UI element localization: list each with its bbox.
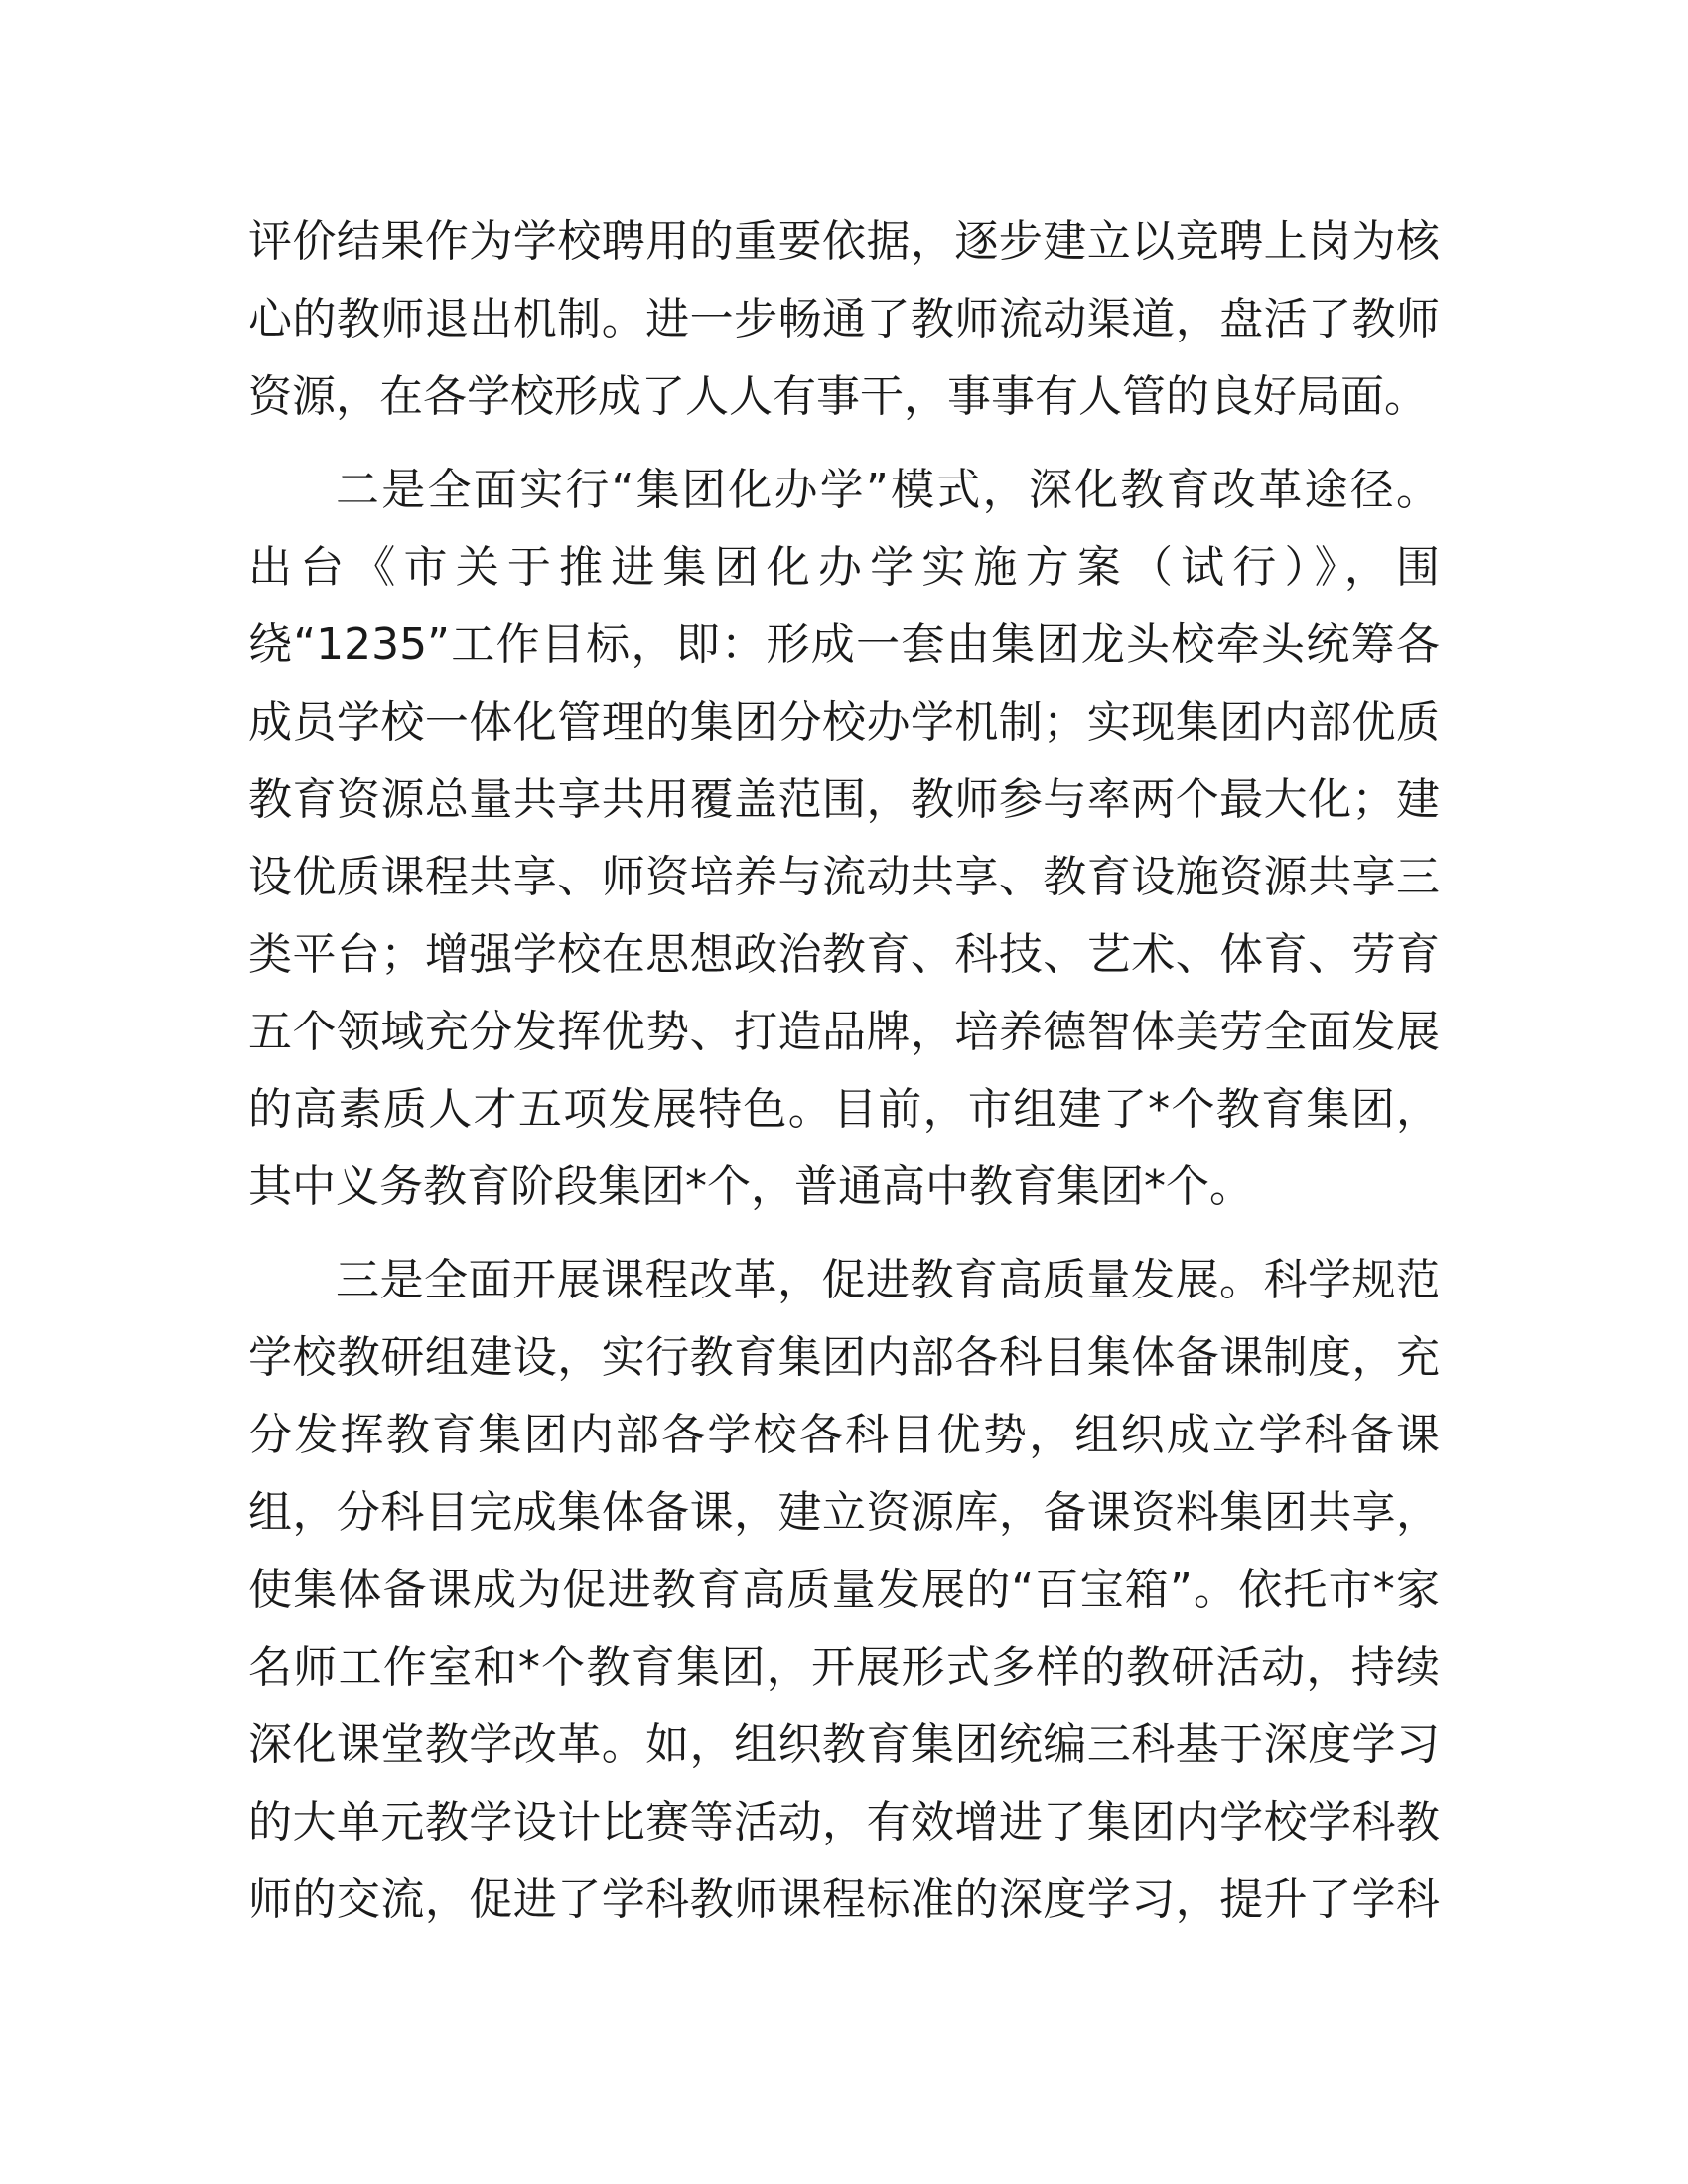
text-line: 学校教研组建设，实行教育集团内部各科目集体备课制度，充 [248,1332,1440,1383]
text-line: 二是全面实行“集团化办学”模式，深化教育改革途径。 [336,465,1440,515]
text-line: 教育资源总量共享共用覆盖范围，教师参与率两个最大化；建 [248,774,1440,825]
text-line: 其中义务教育阶段集团*个，普通高中教育集团*个。 [248,1161,1253,1212]
paragraph-group-schooling [248,452,1440,1226]
text-line: 的高素质人才五项发展特色。目前，市组建了*个教育集团， [248,1084,1440,1135]
text-line: 名师工作室和*个教育集团，开展形式多样的教研活动，持续 [248,1642,1440,1693]
text-line: 设优质课程共享、师资培养与流动共享、教育设施资源共享三 [248,852,1440,902]
text-line: 组，分科目完成集体备课，建立资源库，备课资料集团共享， [248,1487,1440,1538]
text-line: 使集体备课成为促进教育高质量发展的“百宝箱”。依托市*家 [248,1565,1440,1615]
text-line: 分发挥教育集团内部各学校各科目优势，组织成立学科备课 [248,1410,1440,1460]
text-line: 绕“1235”工作目标，即：形成一套由集团龙头校牵头统筹各 [248,619,1440,670]
document-body [248,204,1440,1939]
text-line: 心的教师退出机制。进一步畅通了教师流动渠道，盘活了教师 [248,294,1440,344]
text-line: 三是全面开展课程改革，促进教育高质量发展。科学规范 [336,1255,1440,1305]
text-line: 深化课堂教学改革。如，组织教育集团统编三科基于深度学习 [248,1719,1440,1770]
text-line: 评价结果作为学校聘用的重要依据，逐步建立以竞聘上岗为核 [248,216,1440,267]
text-line: 成员学校一体化管理的集团分校办学机制；实现集团内部优质 [248,697,1440,748]
text-line: 资源，在各学校形成了人人有事干，事事有人管的良好局面。 [248,371,1428,422]
text-line: 师的交流，促进了学科教师课程标准的深度学习，提升了学科 [248,1874,1440,1925]
text-line: 的大单元教学设计比赛等活动，有效增进了集团内学校学科教 [248,1797,1440,1847]
text-line: 类平台；增强学校在思想政治教育、科技、艺术、体育、劳育 [248,929,1440,980]
paragraph-teacher-exit-mechanism [248,204,1440,436]
paragraph-curriculum-reform [248,1242,1440,1939]
text-line: 出台《市关于推进集团化办学实施方案（试行）》，围 [248,542,1440,593]
text-line: 五个领域充分发挥优势、打造品牌，培养德智体美劳全面发展 [248,1007,1440,1057]
